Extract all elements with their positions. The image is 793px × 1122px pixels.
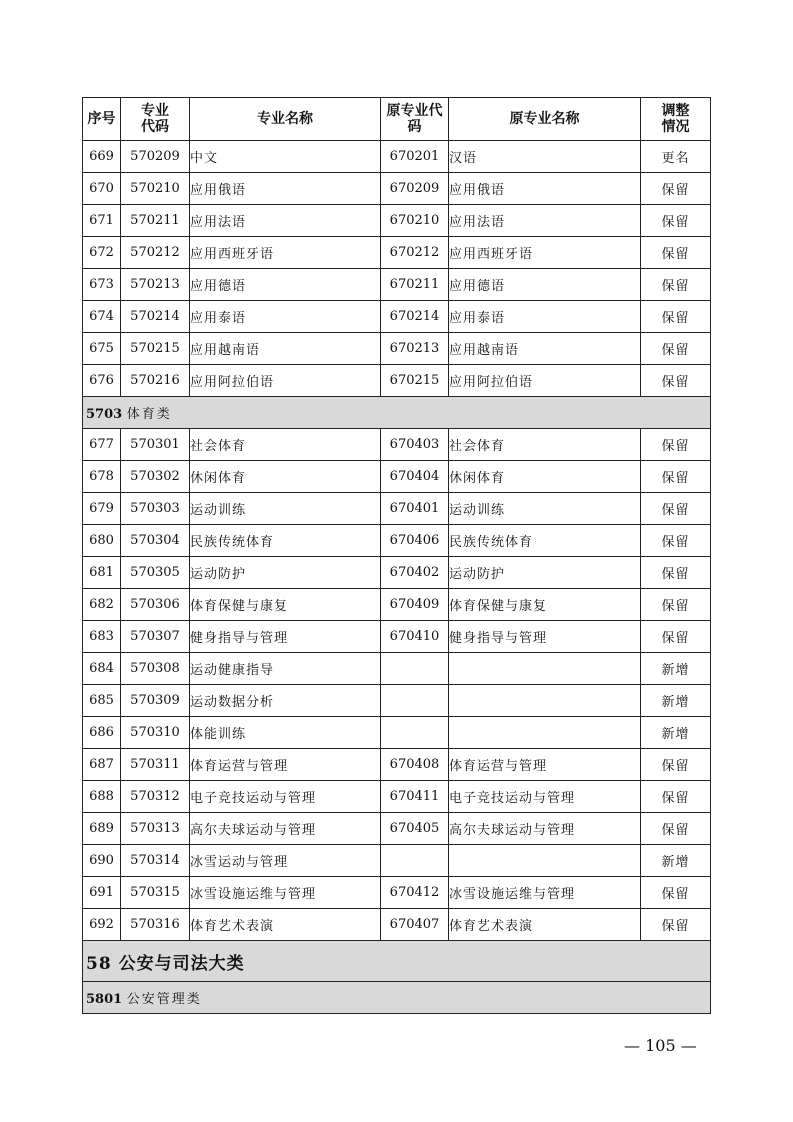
cell-code: 570213 [121,269,190,301]
cell-name: 体能训练 [190,717,381,749]
table-row [83,365,711,397]
cell-old-code: 670214 [381,301,449,333]
cell-name: 冰雪运动与管理 [190,845,381,877]
cell-name: 休闲体育 [190,461,381,493]
table-row [83,717,711,749]
cell-old-name: 社会体育 [449,429,641,461]
table-row [83,781,711,813]
cell-name: 运动训练 [190,493,381,525]
cell-status: 更名 [641,141,711,173]
cell-seq: 685 [83,685,121,717]
table-row [83,589,711,621]
cell-code: 570316 [121,909,190,941]
cell-seq: 680 [83,525,121,557]
table-row [83,333,711,365]
cell-name: 体育艺术表演 [190,909,381,941]
header-name: 专业名称 [190,98,381,141]
cell-old-name: 休闲体育 [449,461,641,493]
cell-status: 保留 [641,909,711,941]
cell-seq: 675 [83,333,121,365]
cell-seq: 676 [83,365,121,397]
cell-old-code [381,685,449,717]
cell-name: 应用西班牙语 [190,237,381,269]
cell-old-name: 体育艺术表演 [449,909,641,941]
cell-name: 体育保健与康复 [190,589,381,621]
cell-name: 运动健康指导 [190,653,381,685]
cell-name: 运动数据分析 [190,685,381,717]
cell-name: 应用越南语 [190,333,381,365]
cell-old-code: 670410 [381,621,449,653]
cell-name: 冰雪设施运维与管理 [190,877,381,909]
table-row [83,653,711,685]
cell-seq: 670 [83,173,121,205]
cell-old-code: 670201 [381,141,449,173]
cell-status: 保留 [641,781,711,813]
cell-code: 570310 [121,717,190,749]
cell-status: 保留 [641,525,711,557]
cell-old-code: 670210 [381,205,449,237]
category-name: 公安管理类 [126,992,202,1007]
cell-old-name: 应用俄语 [449,173,641,205]
cell-seq: 678 [83,461,121,493]
cell-old-code: 670404 [381,461,449,493]
cell-seq: 691 [83,877,121,909]
cell-old-code: 670211 [381,269,449,301]
table-row [83,205,711,237]
cell-seq: 692 [83,909,121,941]
cell-old-code: 670212 [381,237,449,269]
cell-old-name: 应用阿拉伯语 [449,365,641,397]
cell-name: 应用阿拉伯语 [190,365,381,397]
category-code: 5801 [86,992,123,1007]
cell-status: 保留 [641,813,711,845]
cell-code: 570212 [121,237,190,269]
cell-seq: 677 [83,429,121,461]
cell-old-code: 670408 [381,749,449,781]
category-row-5703 [83,397,711,429]
cell-seq: 669 [83,141,121,173]
cell-name: 应用俄语 [190,173,381,205]
cell-old-name [449,845,641,877]
cell-code: 570314 [121,845,190,877]
cell-seq: 679 [83,493,121,525]
cell-old-name: 应用德语 [449,269,641,301]
cell-old-code [381,653,449,685]
cell-status: 保留 [641,269,711,301]
cell-old-name: 体育保健与康复 [449,589,641,621]
cell-code: 570302 [121,461,190,493]
table-row [83,493,711,525]
table-row [83,525,711,557]
table-row [83,301,711,333]
cell-code: 570211 [121,205,190,237]
cell-status: 保留 [641,877,711,909]
cell-old-code: 670215 [381,365,449,397]
cell-old-code: 670412 [381,877,449,909]
cell-old-name: 健身指导与管理 [449,621,641,653]
header-status: 调整情况 [641,98,711,141]
cell-status: 保留 [641,333,711,365]
cell-status: 保留 [641,173,711,205]
table-row [83,173,711,205]
cell-name: 社会体育 [190,429,381,461]
table-row [83,813,711,845]
cell-old-code: 670402 [381,557,449,589]
table-row [83,237,711,269]
cell-old-name: 高尔夫球运动与管理 [449,813,641,845]
cell-code: 570216 [121,365,190,397]
cell-code: 570312 [121,781,190,813]
cell-status: 新增 [641,845,711,877]
major-category-code: 58 [86,953,112,974]
table-row [83,141,711,173]
cell-code: 570305 [121,557,190,589]
cell-old-code: 670405 [381,813,449,845]
cell-name: 应用泰语 [190,301,381,333]
cell-status: 保留 [641,301,711,333]
cell-code: 570209 [121,141,190,173]
cell-name: 体育运营与管理 [190,749,381,781]
cell-status: 保留 [641,557,711,589]
header-row [83,98,711,141]
cell-name: 民族传统体育 [190,525,381,557]
cell-old-name: 应用法语 [449,205,641,237]
cell-status: 保留 [641,429,711,461]
cell-seq: 683 [83,621,121,653]
cell-status: 保留 [641,589,711,621]
cell-seq: 682 [83,589,121,621]
table-row [83,749,711,781]
cell-seq: 687 [83,749,121,781]
cell-seq: 674 [83,301,121,333]
cell-code: 570308 [121,653,190,685]
cell-old-name: 运动防护 [449,557,641,589]
category-code: 5703 [86,407,123,422]
cell-old-code: 670406 [381,525,449,557]
category-row-5801 [83,982,711,1014]
cell-status: 保留 [641,621,711,653]
cell-seq: 673 [83,269,121,301]
cell-old-name [449,685,641,717]
table-row [83,621,711,653]
cell-old-name: 应用泰语 [449,301,641,333]
cell-status: 新增 [641,653,711,685]
cell-old-name: 冰雪设施运维与管理 [449,877,641,909]
cell-old-name: 应用越南语 [449,333,641,365]
cell-code: 570315 [121,877,190,909]
header-code: 专业代码 [121,98,190,141]
header-old-code: 原专业代码 [381,98,449,141]
table-row [83,269,711,301]
cell-code: 570311 [121,749,190,781]
major-category-row-58 [83,941,711,982]
cell-old-code: 670407 [381,909,449,941]
cell-seq: 671 [83,205,121,237]
cell-name: 电子竞技运动与管理 [190,781,381,813]
cell-code: 570210 [121,173,190,205]
table-row [83,461,711,493]
cell-name: 健身指导与管理 [190,621,381,653]
cell-status: 新增 [641,685,711,717]
cell-seq: 672 [83,237,121,269]
table-row [83,685,711,717]
table-row [83,845,711,877]
cell-code: 570214 [121,301,190,333]
cell-code: 570215 [121,333,190,365]
cell-status: 保留 [641,205,711,237]
cell-old-code: 670401 [381,493,449,525]
cell-status: 保留 [641,237,711,269]
cell-old-name [449,653,641,685]
table-row [83,429,711,461]
cell-seq: 686 [83,717,121,749]
cell-code: 570301 [121,429,190,461]
cell-code: 570303 [121,493,190,525]
cell-seq: 684 [83,653,121,685]
page-number: — 105 — [624,1036,697,1055]
cell-old-code: 670409 [381,589,449,621]
cell-old-code: 670403 [381,429,449,461]
cell-status: 保留 [641,365,711,397]
cell-old-code: 670209 [381,173,449,205]
cell-code: 570309 [121,685,190,717]
major-category-name: 公安与司法大类 [118,953,245,974]
cell-old-name: 汉语 [449,141,641,173]
cell-name: 应用德语 [190,269,381,301]
cell-name: 高尔夫球运动与管理 [190,813,381,845]
cell-name: 中文 [190,141,381,173]
cell-seq: 688 [83,781,121,813]
cell-name: 运动防护 [190,557,381,589]
cell-status: 保留 [641,493,711,525]
cell-old-code: 670213 [381,333,449,365]
cell-seq: 681 [83,557,121,589]
cell-old-name [449,717,641,749]
cell-status: 保留 [641,461,711,493]
cell-code: 570306 [121,589,190,621]
cell-status: 保留 [641,749,711,781]
cell-code: 570307 [121,621,190,653]
table-row [83,909,711,941]
header-seq: 序号 [83,98,121,141]
cell-code: 570313 [121,813,190,845]
category-name: 体育类 [126,407,172,422]
cell-old-code: 670411 [381,781,449,813]
majors-table [82,97,711,1014]
table-row [83,557,711,589]
cell-old-name: 体育运营与管理 [449,749,641,781]
cell-code: 570304 [121,525,190,557]
cell-old-code [381,845,449,877]
cell-name: 应用法语 [190,205,381,237]
table-row [83,877,711,909]
cell-old-name: 电子竞技运动与管理 [449,781,641,813]
cell-old-name: 运动训练 [449,493,641,525]
cell-seq: 690 [83,845,121,877]
cell-old-name: 应用西班牙语 [449,237,641,269]
cell-status: 新增 [641,717,711,749]
cell-old-name: 民族传统体育 [449,525,641,557]
cell-seq: 689 [83,813,121,845]
cell-old-code [381,717,449,749]
header-old-name: 原专业名称 [449,98,641,141]
